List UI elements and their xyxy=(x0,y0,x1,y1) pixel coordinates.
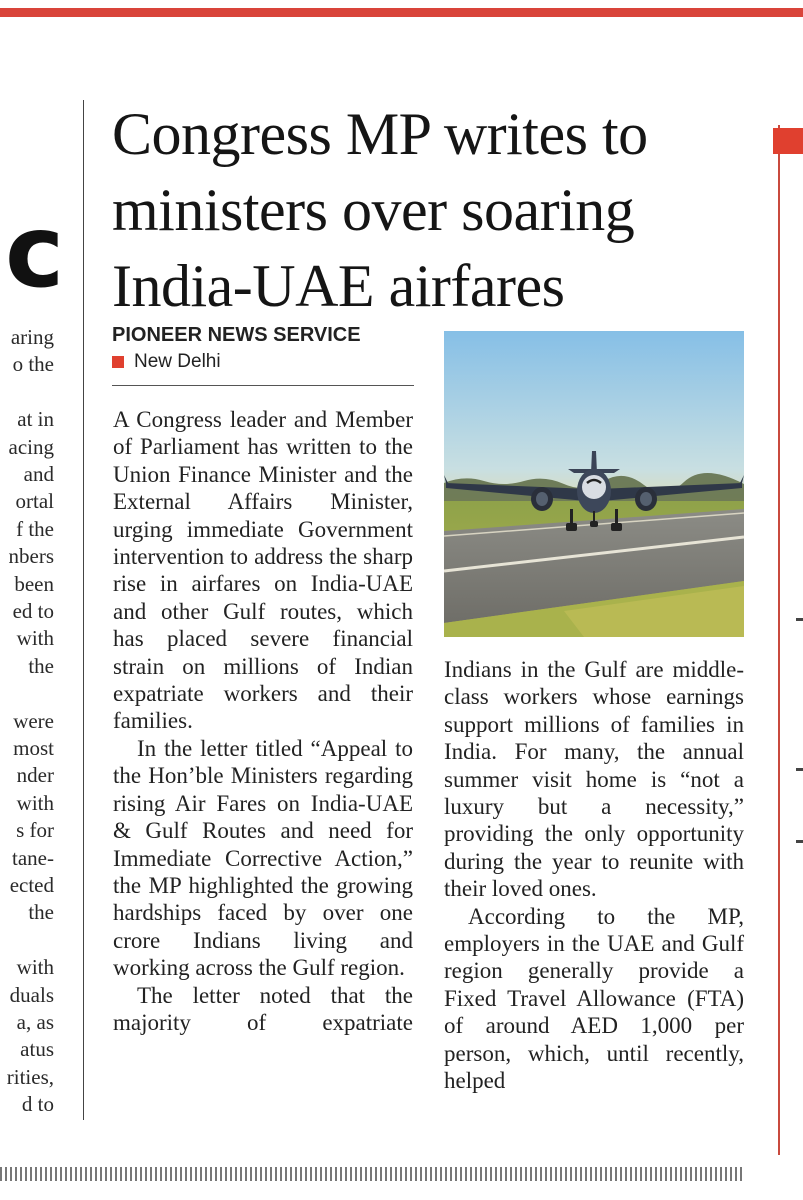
left-column-line: d to xyxy=(21,1092,54,1117)
left-column-line: aring xyxy=(10,325,54,349)
right-red-rule xyxy=(778,125,780,1155)
left-column-line: atus xyxy=(20,1037,54,1062)
left-column-line: ed to xyxy=(12,599,54,623)
left-column-line: the xyxy=(28,900,54,925)
left-column-line: nbers xyxy=(8,544,54,569)
left-column-line: o the xyxy=(12,352,54,377)
right-column-dash xyxy=(796,618,803,621)
column-divider xyxy=(83,100,84,1120)
left-column-line: duals xyxy=(9,982,54,1007)
left-column-line: and xyxy=(23,462,54,486)
left-column-line: a, as xyxy=(16,1010,54,1034)
right-column-dash xyxy=(796,768,803,771)
left-column-line: ortal xyxy=(15,489,54,514)
right-red-tab xyxy=(773,128,803,154)
article-column-2 xyxy=(444,656,744,1095)
bottom-tick-strip xyxy=(0,1167,745,1181)
top-red-rule xyxy=(0,8,803,17)
left-column-line: nder xyxy=(16,763,54,788)
left-column-line: with xyxy=(16,955,54,980)
article-column-1 xyxy=(113,406,413,1036)
paragraph-5: According to the MP, employers in the UAE and Gulf region generally provide a Fixed Travel Allowance (FTA) of around AED 1,000 per person, which, until recently, helped xyxy=(444,903,744,1094)
paragraph-3: The letter noted that the majority of expatriate xyxy=(113,982,413,1035)
red-square-icon xyxy=(112,356,124,368)
left-column-line: ected xyxy=(9,873,54,897)
article-photo-airplane-takeoff xyxy=(444,331,744,637)
left-column-line: with xyxy=(16,626,54,651)
left-column-line: been xyxy=(14,571,54,596)
left-column-line: most xyxy=(13,736,54,760)
article-headline: Congress MP writes to ministers over soaring India-UAE airfares xyxy=(112,101,648,319)
left-headline-fragment: c xyxy=(5,193,65,310)
byline-agency: PIONEER NEWS SERVICE xyxy=(112,324,361,346)
left-column-line: f the xyxy=(16,516,54,541)
left-column-line: s for xyxy=(16,818,54,843)
paragraph-4: Indians in the Gulf are middle-class workers whose earnings support millions of families in India. For many, the annual summer visit home is “not a luxury but a necessity,” providing the only opportunity during the year to reunite with their loved ones. xyxy=(444,657,744,902)
left-column-line: at in xyxy=(17,407,54,432)
dateline-text: New Delhi xyxy=(134,351,221,372)
left-column-line: with xyxy=(16,790,54,815)
byline-rule xyxy=(112,385,414,386)
dateline xyxy=(112,351,221,373)
paragraph-1: A Congress leader and Member of Parliament has written to the Union Finance Minister and the External Affairs Minister, urging immediate Government intervention to address the sharp rise in airfares on India-UAE and other Gulf routes, which has placed severe financial strain on millions of Indian expatriate workers and their families. xyxy=(113,407,413,734)
paragraph-2: In the letter titled “Appeal to the Hon’ble Ministers regarding rising Air Fares on India-UAE & Gulf Routes and need for Immediate Corrective Action,” the MP highlighted the growing hardships faced by over one crore Indians living and working across the Gulf region. xyxy=(113,735,413,981)
left-column-line: were xyxy=(13,708,54,733)
right-column-dash xyxy=(796,840,803,843)
left-column-line: rities, xyxy=(6,1064,54,1089)
left-column-line: tane- xyxy=(12,845,54,870)
left-column-line: the xyxy=(28,653,54,678)
left-column-line: acing xyxy=(8,434,54,459)
